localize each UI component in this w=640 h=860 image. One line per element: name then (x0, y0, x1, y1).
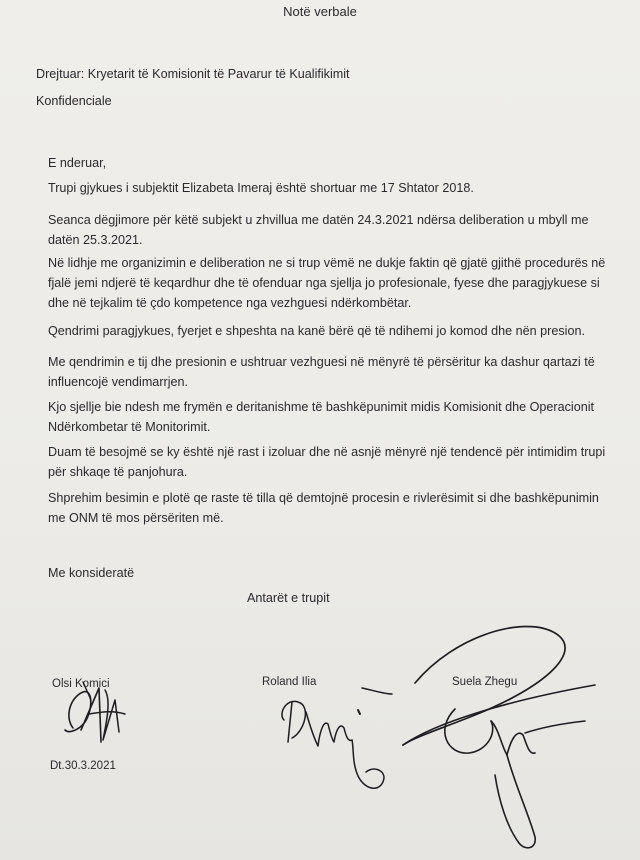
signatory-name: Olsi Komici (52, 678, 110, 690)
paragraph-line: Ndërkombetar të Monitorimit. (48, 420, 211, 434)
signature-suela-zhegu (395, 605, 615, 855)
document-date: Dt.30.3.2021 (50, 760, 116, 772)
signature-roland-ilia (262, 680, 412, 800)
paragraph-line: Qendrimi paragjykues, fyerjet e shpeshta na kanë bërë që të ndihemi jo komod dhe nën presion. (48, 324, 585, 338)
paragraph-2 (48, 210, 633, 250)
paragraph-line: Trupi gjykues i subjektit Elizabeta Imeraj është shortuar me 17 Shtator 2018. (48, 181, 474, 195)
members-heading: Antarët e trupit (247, 591, 330, 605)
document-title: Notë verbale (283, 4, 357, 19)
paragraph-1 (48, 178, 633, 198)
paragraph-line: fjalë jemi ndjerë të keqardhur dhe të ofenduar nga sjellja jo profesionale, fyese dhe paragjykuese si (48, 276, 600, 290)
recipient-line: Drejtuar: Kryetarit të Komisionit të Pavarur të Kualifikimit (36, 67, 350, 81)
confidential-label: Konfidenciale (36, 94, 112, 108)
paragraph-line: Kjo sjellje bie ndesh me frymën e deritanishme të bashkëpunimit midis Komisionit dhe Operacionit (48, 400, 594, 414)
paragraph-line: Me qendrimin e tij dhe presionin e ushtruar vezhguesi në mënyrë të përsëritur ka dashur qartazi të (48, 355, 595, 369)
signatory-name: Suela Zhegu (452, 676, 518, 688)
paragraph-3 (48, 253, 633, 313)
paragraph-line: dhe në tejkalim të çdo kompetence nga vezhguesi ndërkombëtar. (48, 296, 412, 310)
paragraph-line: Shprehim besimin e plotë qe raste të tilla që demtojnë procesin e rivlerësimit si dhe bashkëpunimin (48, 491, 599, 505)
paragraph-7 (48, 442, 633, 482)
paragraph-5 (48, 352, 633, 392)
paragraph-line: datën 25.3.2021. (48, 233, 143, 247)
signature-olsi-komici (55, 670, 145, 760)
closing: Me konsideratë (48, 566, 135, 580)
paragraph-line: influencojë vendimarrjen. (48, 375, 189, 389)
paragraph-line: Në lidhje me organizimin e deliberation ne si trup vëmë ne dukje faktin që gjatë gjithë procedurës në (48, 256, 606, 270)
paragraph-6 (48, 397, 633, 437)
salutation: E nderuar, (48, 156, 107, 170)
paragraph-line: Duam të besojmë se ky është një rast i izoluar dhe në asnjë mënyrë një tendencë për intimidim trupi (48, 445, 606, 459)
paragraph-4 (48, 321, 633, 341)
signatory-name: Roland Ilia (262, 676, 317, 688)
paragraph-line: me ONM të mos përsëriten më. (48, 511, 224, 525)
paragraph-line: për shkaqe të panjohura. (48, 465, 188, 479)
paragraph-8 (48, 488, 633, 528)
paragraph-line: Seanca dëgjimore për këtë subjekt u zhvillua me datën 24.3.2021 ndërsa deliberation u mbyll me (48, 213, 589, 227)
